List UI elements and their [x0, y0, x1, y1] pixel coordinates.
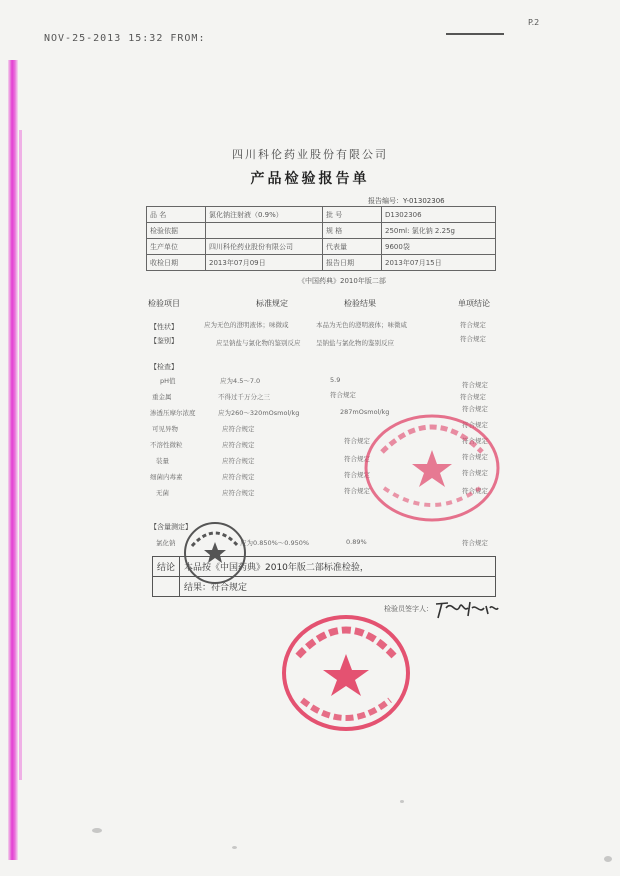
- section-identify: 【鉴别】: [150, 337, 178, 345]
- fax-header: NOV-25-2013 15:32 FROM:: [44, 33, 206, 44]
- info-value: [206, 223, 323, 239]
- red-company-seal: [362, 412, 502, 524]
- row-standard: 应呈钠盐与氯化物的鉴别反应: [216, 339, 301, 347]
- row-standard: 应为260～320mOsmol/kg: [218, 409, 300, 417]
- row-item: 氯化钠: [156, 539, 176, 547]
- row-result: 呈钠盐与氯化物的鉴别反应: [316, 339, 394, 347]
- row-standard: 应符合规定: [222, 489, 255, 497]
- row-item: 渗透压摩尔浓度: [150, 409, 196, 417]
- conclusion-text: 结果：符合规定: [180, 577, 496, 597]
- conclusion-label: 结论: [153, 557, 180, 577]
- info-label: 批 号: [323, 207, 382, 223]
- info-label: 生产单位: [147, 239, 206, 255]
- row-result: 符合规定: [344, 471, 370, 479]
- info-label: 报告日期: [323, 255, 382, 271]
- row-result: 287mOsmol/kg: [340, 408, 390, 416]
- header-item: 检验项目: [148, 299, 180, 308]
- info-row: [147, 207, 496, 223]
- info-label: 收检日期: [147, 255, 206, 271]
- section-assay: 【含量测定】: [150, 523, 192, 531]
- row-item: 细菌内毒素: [150, 473, 183, 481]
- scan-speck: [400, 800, 404, 803]
- row-result: 符合规定: [330, 391, 356, 399]
- row-result: 本品为无色的澄明液体；味微咸: [316, 321, 407, 329]
- row-item: 无菌: [156, 489, 169, 497]
- info-row: [147, 223, 496, 239]
- row-result: 5.9: [330, 376, 341, 384]
- row-verdict: 符合规定: [462, 453, 488, 461]
- report-number: 报告编号：Y-01302306: [368, 197, 445, 205]
- info-label: 品 名: [147, 207, 206, 223]
- row-standard: 应符合规定: [222, 425, 255, 433]
- info-value: 四川科伦药业股份有限公司: [206, 239, 323, 255]
- row-verdict: 符合规定: [460, 321, 486, 329]
- row-item: 可见异物: [152, 425, 178, 433]
- document-title: 产品检验报告单: [250, 171, 370, 187]
- row-result: 0.89%: [346, 538, 367, 546]
- page-mark: P.2: [528, 18, 540, 27]
- info-table: [146, 206, 496, 271]
- info-value: 2013年07月09日: [206, 255, 323, 271]
- scan-speck: [92, 828, 102, 833]
- signature-label: 检验员签字人：: [384, 605, 433, 613]
- conclusion-text: 本品按《中国药典》2010年版二部标准检验，: [180, 557, 496, 577]
- row-standard: 应为4.5～7.0: [220, 377, 261, 385]
- company-name: 四川科伦药业股份有限公司: [232, 148, 388, 161]
- info-value: 250ml: 氯化钠 2.25g: [382, 223, 496, 239]
- scan-speck: [604, 856, 612, 862]
- row-standard: 应符合规定: [222, 473, 255, 481]
- info-label: 规 格: [323, 223, 382, 239]
- row-item: 重金属: [152, 393, 172, 401]
- header-standard: 标准规定: [256, 299, 288, 308]
- scan-speck: [232, 846, 237, 849]
- info-value: 9600袋: [382, 239, 496, 255]
- row-result: 符合规定: [344, 487, 370, 495]
- info-value: D1302306: [382, 207, 496, 223]
- row-item: 装量: [156, 457, 169, 465]
- handwritten-signature: [432, 596, 502, 622]
- row-standard: 应为无色的澄明液体；味微咸: [204, 321, 289, 329]
- row-result: 符合规定: [344, 437, 370, 445]
- info-row: [147, 239, 496, 255]
- row-standard: 应为0.850%～0.950%: [240, 539, 310, 547]
- row-verdict: 符合规定: [460, 335, 486, 343]
- section-traits: 【性状】: [150, 323, 178, 331]
- row-standard: 应符合规定: [222, 457, 255, 465]
- header-result: 检验结果: [344, 299, 376, 308]
- inspection-basis: 《中国药典》2010年版二部: [298, 277, 386, 285]
- red-pharmacy-seal: [276, 612, 416, 734]
- row-verdict: 符合规定: [462, 405, 488, 413]
- fax-divider: [446, 33, 504, 35]
- row-verdict: 符合规定: [462, 421, 488, 429]
- row-standard: 不得过千万分之三: [218, 393, 270, 401]
- conclusion-label: [153, 577, 180, 597]
- row-verdict: 符合规定: [462, 487, 488, 495]
- qa-department-seal: [182, 520, 248, 586]
- row-item: pH值: [160, 377, 176, 385]
- row-verdict: 符合规定: [462, 469, 488, 477]
- info-value: 2013年07月15日: [382, 255, 496, 271]
- row-item: 不溶性微粒: [150, 441, 183, 449]
- info-row: [147, 255, 496, 271]
- row-result: 符合规定: [344, 455, 370, 463]
- row-verdict: 符合规定: [462, 381, 488, 389]
- magenta-scan-band-faint: [19, 130, 22, 780]
- row-verdict: 符合规定: [462, 437, 488, 445]
- info-value: 氯化钠注射液（0.9%）: [206, 207, 323, 223]
- row-verdict: 符合规定: [460, 393, 486, 401]
- info-label: 检验依据: [147, 223, 206, 239]
- section-check: 【检查】: [150, 363, 178, 371]
- info-label: 代表量: [323, 239, 382, 255]
- row-standard: 应符合规定: [222, 441, 255, 449]
- row-verdict: 符合规定: [462, 539, 488, 547]
- header-verdict: 单项结论: [458, 299, 490, 308]
